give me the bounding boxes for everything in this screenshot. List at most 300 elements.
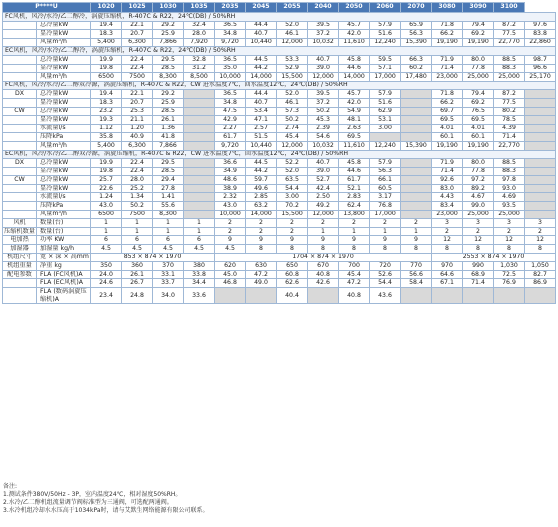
value-cell: 1.12 — [91, 124, 122, 133]
value-cell: 28.5 — [153, 107, 184, 116]
model-column-header: 1035 — [184, 3, 215, 13]
value-cell: 4.01 — [432, 124, 463, 133]
value-cell: 42.0 — [339, 30, 370, 39]
value-cell: 4.5 — [184, 245, 215, 254]
value-cell: 2 — [246, 219, 277, 228]
value-cell: 60.1 — [432, 133, 463, 142]
value-cell: 4.39 — [494, 124, 525, 133]
value-cell: 44.4 — [246, 21, 277, 30]
value-cell: 12,000 — [308, 210, 339, 219]
value-cell: 33.8 — [184, 270, 215, 279]
group-label — [3, 167, 37, 176]
value-cell: 22.1 — [122, 90, 153, 99]
row-label: 数量(台) — [37, 227, 91, 236]
value-cell — [184, 90, 215, 99]
value-cell: 6 — [91, 236, 122, 245]
value-cell: 6500 — [91, 73, 122, 82]
value-cell: 1.41 — [153, 193, 184, 202]
value-cell: 61.7 — [339, 176, 370, 185]
value-cell: 24.0 — [91, 270, 122, 279]
value-cell: 9 — [339, 236, 370, 245]
value-cell: 24.8 — [122, 288, 153, 304]
group-label: DX — [3, 90, 37, 99]
value-cell: 26.1 — [122, 270, 153, 279]
value-cell: 7,920 — [184, 38, 215, 47]
value-cell: 24.6 — [91, 279, 122, 288]
value-cell — [184, 98, 215, 107]
value-cell: 1 — [91, 219, 122, 228]
value-cell — [525, 116, 556, 125]
value-cell: 7500 — [122, 73, 153, 82]
value-cell: 6,300 — [122, 141, 153, 150]
value-cell — [525, 124, 556, 133]
value-cell: 2 — [370, 219, 401, 228]
value-cell: 720 — [370, 262, 401, 271]
value-cell: 82.7 — [525, 270, 556, 279]
weight-row — [3, 262, 556, 271]
value-cell — [184, 116, 215, 125]
data-row — [3, 98, 556, 107]
value-cell — [525, 193, 556, 202]
model-header: P****U — [3, 3, 91, 13]
value-cell: 87.2 — [494, 21, 525, 30]
value-cell: 45.7 — [339, 21, 370, 30]
value-cell: 99.0 — [463, 202, 494, 211]
row-label: 风量m³/h — [37, 141, 91, 150]
value-cell: 88.5 — [494, 55, 525, 64]
value-cell: 49.2 — [308, 202, 339, 211]
value-cell: 34.0 — [153, 288, 184, 304]
value-cell — [401, 133, 432, 142]
value-cell: 8 — [432, 245, 463, 254]
value-cell: 65.9 — [401, 21, 432, 30]
value-cell: 62.6 — [277, 279, 308, 288]
value-cell: 19.3 — [91, 116, 122, 125]
value-cell: 3.00 — [277, 193, 308, 202]
value-cell: 33.7 — [153, 279, 184, 288]
value-cell: 4.69 — [494, 193, 525, 202]
value-cell: 66.2 — [432, 30, 463, 39]
value-cell: 12 — [432, 236, 463, 245]
value-cell: 21.1 — [122, 116, 153, 125]
value-cell: 76.9 — [494, 279, 525, 288]
value-cell — [401, 159, 432, 168]
value-cell: 28.0 — [122, 176, 153, 185]
value-cell: 10,000 — [215, 73, 246, 82]
value-cell — [463, 288, 494, 304]
model-column-header: 2040 — [308, 3, 339, 13]
group-label: CW — [3, 176, 37, 185]
notes-title: 备注: — [3, 483, 18, 490]
value-cell: 45.4 — [339, 270, 370, 279]
spec-row — [3, 227, 556, 236]
value-cell: 1.20 — [122, 124, 153, 133]
value-cell: 8 — [463, 245, 494, 254]
row-label: 显冷量kW — [37, 98, 91, 107]
value-cell: 25.7 — [91, 176, 122, 185]
value-cell: 40.7 — [246, 98, 277, 107]
value-cell: 97.2 — [463, 176, 494, 185]
notes-block — [3, 483, 553, 515]
value-cell: 57.3 — [277, 107, 308, 116]
value-cell: 80.2 — [494, 107, 525, 116]
value-cell — [525, 107, 556, 116]
value-cell: 36.5 — [215, 21, 246, 30]
group-label: 机组尺寸 — [3, 253, 37, 262]
group-label — [3, 184, 37, 193]
row-label: 总冷量kW — [37, 176, 91, 185]
value-cell: 25.9 — [153, 30, 184, 39]
model-column-header: 1025 — [122, 3, 153, 13]
value-cell — [184, 159, 215, 168]
row-label: 总冷量kW — [37, 55, 91, 64]
value-cell: 2 — [277, 219, 308, 228]
value-cell: 19,190 — [432, 38, 463, 47]
value-cell — [401, 176, 432, 185]
value-cell: 17,480 — [401, 73, 432, 82]
value-cell: 1 — [122, 227, 153, 236]
value-cell: 12,240 — [370, 38, 401, 47]
value-cell: 42.6 — [308, 279, 339, 288]
data-row — [3, 210, 556, 219]
value-cell: 71.4 — [432, 167, 463, 176]
group-label: 配电参数 — [3, 270, 37, 279]
value-cell: 9 — [277, 236, 308, 245]
value-cell: 11,610 — [339, 141, 370, 150]
row-label: 总冷量kW — [37, 107, 91, 116]
value-cell: 47.2 — [339, 279, 370, 288]
value-cell: 360 — [122, 262, 153, 271]
value-cell: 25.3 — [122, 107, 153, 116]
model-column-header: 2070 — [401, 3, 432, 13]
value-cell: 9 — [215, 236, 246, 245]
value-cell: 63.2 — [246, 202, 277, 211]
group-label: DX — [3, 159, 37, 168]
value-cell: 7,866 — [153, 38, 184, 47]
value-cell — [184, 141, 215, 150]
value-cell: 86.9 — [525, 279, 556, 288]
group-label — [3, 133, 37, 142]
value-cell: 1 — [122, 219, 153, 228]
value-cell: 380 — [184, 262, 215, 271]
value-cell: 23.4 — [91, 288, 122, 304]
section-title: EC风机，风冷/水冷/乙二醇冷，涡旋压缩机，R-407C & R22，24℃(DB) / 50%RH — [3, 47, 556, 56]
value-cell: 77.5 — [494, 98, 525, 107]
value-cell: 22.1 — [122, 21, 153, 30]
value-cell: 47.2 — [246, 270, 277, 279]
value-cell: 52.0 — [277, 167, 308, 176]
value-cell: 6 — [184, 236, 215, 245]
value-cell: 630 — [246, 262, 277, 271]
value-cell: 44.2 — [246, 64, 277, 73]
value-cell: 44.6 — [339, 167, 370, 176]
value-cell: 43.0 — [91, 202, 122, 211]
value-cell: 8 — [494, 245, 525, 254]
value-cell: 96.6 — [525, 64, 556, 73]
value-cell: 22.4 — [122, 159, 153, 168]
value-cell — [525, 184, 556, 193]
value-cell — [401, 107, 432, 116]
value-cell: 68.9 — [463, 270, 494, 279]
value-cell: 22.6 — [91, 184, 122, 193]
value-cell — [525, 159, 556, 168]
value-cell: 40.8 — [308, 270, 339, 279]
value-cell: 63.5 — [277, 176, 308, 185]
model-column-header: 2045 — [246, 3, 277, 13]
value-cell — [184, 193, 215, 202]
value-cell: 45.8 — [339, 55, 370, 64]
value-cell: 97.6 — [525, 21, 556, 30]
value-cell: 1 — [91, 227, 122, 236]
value-cell: 22.4 — [122, 55, 153, 64]
row-label: 显冷量kW — [37, 167, 91, 176]
value-cell: 69.5 — [339, 133, 370, 142]
value-cell: 990 — [463, 262, 494, 271]
row-label: 总冷量kW — [37, 21, 91, 30]
value-cell: 40.7 — [308, 55, 339, 64]
value-cell: 69.2 — [463, 30, 494, 39]
section-title: EC风机，风冷/水冷/乙二醇双冷源，涡旋压缩机，R-407C & R22，CW 进水温度7℃，回水温度12℃，24℃(DB) / 50%RH — [3, 150, 556, 159]
value-cell: 18.3 — [91, 30, 122, 39]
data-row — [3, 38, 556, 47]
value-cell: 56.6 — [401, 270, 432, 279]
value-cell: 71.9 — [432, 159, 463, 168]
value-cell: 52.0 — [277, 21, 308, 30]
value-cell — [401, 184, 432, 193]
value-cell: 60.2 — [401, 64, 432, 73]
value-cell: 31.2 — [184, 64, 215, 73]
value-cell: 19.8 — [91, 64, 122, 73]
value-cell: 62.9 — [370, 107, 401, 116]
value-cell: 22,770 — [494, 38, 525, 47]
value-cell: 18.3 — [91, 98, 122, 107]
value-cell: 5,400 — [91, 141, 122, 150]
value-cell — [401, 124, 432, 133]
group-label — [3, 64, 37, 73]
value-cell: 1 — [401, 227, 432, 236]
model-column-header: 3080 — [432, 3, 463, 13]
value-cell: 43.6 — [370, 288, 401, 304]
value-cell: 50.2 — [122, 202, 153, 211]
value-cell: 39.0 — [308, 64, 339, 73]
value-cell: 48.6 — [215, 176, 246, 185]
value-cell: 8 — [525, 245, 556, 254]
value-cell: 69.7 — [432, 107, 463, 116]
section-title: FC风机，风冷/水冷/乙二醇冷，涡旋压缩机，R-407C & R22，24℃(DB) / 50%RH — [3, 13, 556, 22]
value-cell: 88.3 — [494, 64, 525, 73]
value-cell: 80.0 — [463, 55, 494, 64]
data-row — [3, 124, 556, 133]
value-cell: 62.4 — [339, 202, 370, 211]
size-span: 853 × 874 × 1970 — [91, 253, 215, 262]
value-cell — [401, 202, 432, 211]
value-cell — [215, 288, 246, 304]
value-cell: 64.6 — [432, 270, 463, 279]
row-label: 总冷量kW — [37, 90, 91, 99]
data-row — [3, 90, 556, 99]
value-cell: 23,000 — [432, 210, 463, 219]
value-cell: 8 — [339, 245, 370, 254]
value-cell: 28.5 — [153, 167, 184, 176]
value-cell — [525, 98, 556, 107]
row-label: 压降kPa — [37, 202, 91, 211]
value-cell: 93.5 — [494, 202, 525, 211]
value-cell: 37.2 — [308, 30, 339, 39]
value-cell: 19.9 — [91, 55, 122, 64]
value-cell: 2 — [277, 227, 308, 236]
value-cell: 4.5 — [91, 245, 122, 254]
value-cell: 2 — [215, 227, 246, 236]
value-cell: 2 — [494, 227, 525, 236]
value-cell: 57.1 — [370, 64, 401, 73]
value-cell: 22,770 — [494, 141, 525, 150]
group-label: 加湿器 — [3, 245, 37, 254]
value-cell: 6 — [122, 236, 153, 245]
value-cell: 8,300 — [153, 210, 184, 219]
value-cell: 3 — [525, 219, 556, 228]
value-cell: 39.0 — [308, 167, 339, 176]
value-cell — [525, 210, 556, 219]
model-column-header: 2055 — [277, 3, 308, 13]
row-label: 显冷量kW — [37, 64, 91, 73]
value-cell: 26.7 — [122, 279, 153, 288]
value-cell: 29.5 — [153, 159, 184, 168]
value-cell: 20.7 — [122, 98, 153, 107]
value-cell: 45.8 — [339, 159, 370, 168]
value-cell: 34.4 — [184, 279, 215, 288]
group-label — [3, 21, 37, 30]
value-cell: 13,800 — [339, 210, 370, 219]
value-cell: 71.9 — [432, 55, 463, 64]
value-cell: 53.4 — [246, 107, 277, 116]
value-cell: 9 — [401, 236, 432, 245]
value-cell: 19.4 — [91, 21, 122, 30]
row-label: 风量m³/h — [37, 38, 91, 47]
value-cell: 1 — [339, 227, 370, 236]
value-cell: 76.5 — [463, 107, 494, 116]
row-label: 显冷量kW — [37, 30, 91, 39]
value-cell: 80.0 — [463, 159, 494, 168]
model-column-header: 1020 — [91, 3, 122, 13]
value-cell: 45.0 — [215, 270, 246, 279]
value-cell: 8 — [246, 245, 277, 254]
value-cell: 44.6 — [339, 64, 370, 73]
elec-row — [3, 279, 556, 288]
value-cell: 1.36 — [153, 124, 184, 133]
value-cell: 14,000 — [339, 73, 370, 82]
value-cell: 29.2 — [153, 21, 184, 30]
row-label: FLA (FC风机)A — [37, 270, 91, 279]
value-cell: 54.4 — [277, 184, 308, 193]
row-label: 风量m³/h — [37, 73, 91, 82]
value-cell: 52.2 — [277, 159, 308, 168]
value-cell: 9 — [370, 236, 401, 245]
value-cell: 2 — [246, 227, 277, 236]
value-cell: 25,170 — [525, 73, 556, 82]
value-cell — [246, 288, 277, 304]
value-cell: 93.0 — [494, 184, 525, 193]
value-cell: 47.5 — [215, 107, 246, 116]
value-cell: 83.0 — [432, 184, 463, 193]
row-label: 总冷量kW — [37, 159, 91, 168]
value-cell: 57.9 — [370, 90, 401, 99]
value-cell: 1 — [184, 219, 215, 228]
value-cell: 2 — [401, 219, 432, 228]
row-label: 显冷量kW — [37, 116, 91, 125]
value-cell: 12,000 — [277, 141, 308, 150]
value-cell: 2.32 — [215, 193, 246, 202]
value-cell: 20.7 — [122, 30, 153, 39]
group-label — [3, 124, 37, 133]
value-cell: 19.9 — [91, 159, 122, 168]
value-cell: 39.5 — [308, 90, 339, 99]
value-cell: 25,000 — [494, 210, 525, 219]
value-cell: 2.57 — [246, 124, 277, 133]
value-cell: 15,390 — [401, 38, 432, 47]
data-row — [3, 176, 556, 185]
value-cell: 3 — [463, 219, 494, 228]
value-cell: 1 — [308, 227, 339, 236]
value-cell: 79.4 — [463, 21, 494, 30]
model-column-header: 3100 — [494, 3, 525, 13]
value-cell: 8,500 — [184, 73, 215, 82]
value-cell: 14,000 — [246, 210, 277, 219]
value-cell — [401, 90, 432, 99]
value-cell: 67.1 — [432, 279, 463, 288]
value-cell: 19.4 — [91, 90, 122, 99]
data-row — [3, 133, 556, 142]
row-label: 水流量l/s — [37, 124, 91, 133]
value-cell: 17,000 — [370, 73, 401, 82]
value-cell — [401, 98, 432, 107]
value-cell: 71.4 — [463, 279, 494, 288]
value-cell: 35.8 — [91, 133, 122, 142]
value-cell: 77.8 — [463, 167, 494, 176]
value-cell — [370, 133, 401, 142]
value-cell: 76.8 — [370, 202, 401, 211]
note-line: 3.水冷机组冷却水水压高于1034kPa时，请与艾默生网络能源有限公司联系。 — [3, 507, 209, 514]
value-cell: 10,000 — [215, 210, 246, 219]
row-label: 功率 KW — [37, 236, 91, 245]
value-cell: 44.4 — [246, 90, 277, 99]
value-cell: 650 — [277, 262, 308, 271]
value-cell: 78.5 — [494, 116, 525, 125]
value-cell: 52.1 — [339, 184, 370, 193]
value-cell: 48.1 — [339, 116, 370, 125]
value-cell — [184, 167, 215, 176]
value-cell: 9 — [308, 236, 339, 245]
value-cell — [184, 107, 215, 116]
value-cell: 40.4 — [277, 288, 308, 304]
value-cell: 11,610 — [339, 38, 370, 47]
value-cell — [494, 288, 525, 304]
value-cell: 2 — [215, 219, 246, 228]
value-cell: 1.24 — [91, 193, 122, 202]
value-cell: 32.4 — [184, 21, 215, 30]
value-cell: 77.5 — [494, 30, 525, 39]
value-cell: 700 — [339, 262, 370, 271]
value-cell: 53.3 — [277, 55, 308, 64]
value-cell: 1 — [153, 219, 184, 228]
value-cell — [184, 210, 215, 219]
value-cell: 36.6 — [215, 159, 246, 168]
row-label: 净重 kg — [37, 262, 91, 271]
value-cell: 42.9 — [215, 116, 246, 125]
group-label: 电加热 — [3, 236, 37, 245]
value-cell: 2.50 — [308, 193, 339, 202]
group-label — [3, 210, 37, 219]
data-row — [3, 64, 556, 73]
